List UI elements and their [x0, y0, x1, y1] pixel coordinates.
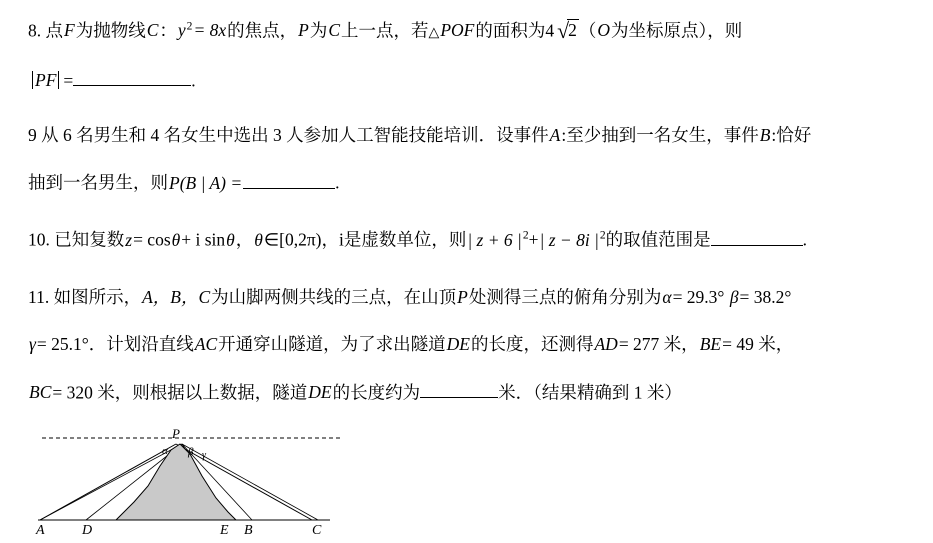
q11-alpha-value: = 29.3°: [672, 287, 725, 307]
q8-sqrt: √2: [557, 19, 577, 43]
question-10-number: 10.: [28, 229, 50, 250]
q10-cos: = cos: [133, 229, 171, 250]
q11-BC-value: = 320 米，则根据以上数据，隧道: [52, 382, 308, 403]
q10-expr-b: | z − 8i |: [539, 229, 599, 250]
question-11-figure: [30, 424, 350, 536]
q8-var-F: F: [64, 20, 75, 41]
question-8-line-1: [28, 16, 915, 48]
mountain-diagram: [30, 424, 350, 536]
q8-eq-y: y: [177, 20, 186, 41]
q11-text-8: 米．（结果精确到 1 米）: [498, 382, 682, 403]
label-E: E: [220, 523, 229, 536]
q10-comma-1: ，: [235, 229, 254, 250]
q10-answer-blank[interactable]: [711, 227, 803, 246]
question-9: [28, 123, 915, 196]
q8-eq-exponent: 2: [186, 20, 193, 33]
q8-var-O: O: [597, 20, 610, 41]
q10-period: .: [802, 229, 808, 250]
q11-text-6: 的长度，还测得: [470, 334, 594, 355]
q11-segment-AD: AD: [594, 334, 618, 355]
q9-text-1: 从 6 名男生和 4 名女生中选出 3 人参加人工智能技能培训．设事件: [41, 125, 549, 145]
label-C: C: [312, 523, 322, 536]
q11-text-1: 如图所示，: [53, 287, 142, 307]
q9-event-B: B: [759, 125, 771, 145]
label-B: B: [244, 523, 253, 536]
q11-beta-value: = 38.2°: [739, 287, 792, 307]
q8-var-P: P: [298, 20, 309, 41]
q8-abs-var: PF: [35, 70, 57, 91]
q10-theta-2: θ: [226, 229, 235, 250]
question-11-number: 11.: [28, 287, 50, 307]
q8-text-6: 的面积为: [475, 20, 546, 41]
question-11-line-3: [28, 380, 915, 406]
q11-gamma: γ: [29, 334, 36, 355]
question-9-line-2: [28, 170, 915, 196]
q10-plus: +: [528, 229, 539, 250]
q11-segment-DE-2: DE: [308, 382, 332, 403]
q8-equals: =: [63, 70, 74, 91]
q8-coefficient: 4: [545, 20, 555, 41]
question-8-line-2: [28, 68, 915, 94]
q8-radicand: 2: [568, 20, 577, 41]
q10-expr-a-exponent: 2: [522, 229, 529, 242]
label-P: P: [172, 426, 180, 441]
q8-text-3: 的焦点，: [227, 20, 298, 41]
q10-theta-1: θ: [171, 229, 181, 250]
question-9-number: 9: [28, 125, 37, 145]
q11-BE-value: = 49 米，: [722, 334, 794, 355]
q8-triangle-symbol: △: [428, 25, 440, 41]
q11-text-5: 开通穿山隧道，为了求出隧道: [218, 334, 446, 355]
q11-text-3: 处测得三点的俯角分别为: [468, 287, 662, 307]
q11-answer-blank[interactable]: [420, 380, 498, 399]
q11-points-ABC: A，B，C: [142, 287, 211, 307]
q11-gamma-value: = 25.1°: [36, 334, 89, 355]
q9-period: .: [335, 172, 340, 193]
q8-text-4: 为: [309, 20, 328, 41]
question-9-line-1: [28, 123, 915, 148]
q11-segment-AC: AC: [194, 334, 218, 355]
q10-text-1: 已知复数: [54, 229, 125, 250]
q8-triangle-POF: POF: [440, 20, 475, 41]
q8-abs-PF: [28, 68, 63, 93]
label-alpha: α: [162, 445, 168, 457]
q9-text-2: :至少抽到一名女生，事件: [561, 125, 759, 145]
q11-text-7: 的长度约为: [332, 382, 421, 403]
q10-text-3: 的取值范围是: [605, 229, 711, 250]
q11-AD-value: = 277 米，: [618, 334, 699, 355]
q8-text-2: 为抛物线: [75, 20, 146, 41]
q10-comma-2: ，: [321, 229, 339, 250]
question-8: [28, 16, 915, 94]
q8-var-C: C: [146, 20, 159, 41]
question-10-line-1: [28, 227, 915, 253]
q8-text-7: 为坐标原点），则: [611, 20, 743, 41]
q11-segment-BC: BC: [29, 382, 52, 403]
q9-answer-blank[interactable]: [243, 170, 335, 189]
q9-conditional-probability: P(B | A) =: [169, 172, 243, 193]
label-D: D: [82, 523, 93, 536]
q9-event-A: A: [549, 125, 561, 145]
q11-segment-DE: DE: [446, 334, 470, 355]
q11-beta: β: [729, 287, 739, 307]
q10-imaginary-unit: i: [339, 229, 344, 250]
q9-text-3: :恰好: [771, 125, 812, 145]
q10-theta-3: θ: [254, 229, 263, 250]
question-11: [28, 285, 915, 406]
q9-text-4: 抽到一名男生，则: [28, 172, 168, 193]
q10-expr-a: | z + 6 |: [467, 229, 522, 250]
q11-segment-BE: BE: [699, 334, 722, 355]
q11-point-P: P: [457, 287, 468, 307]
q8-answer-blank[interactable]: [73, 68, 191, 87]
label-A: A: [36, 523, 45, 536]
q10-isin: + i sin: [181, 229, 226, 250]
label-gamma: γ: [202, 450, 206, 461]
q8-text-1: 点: [45, 20, 63, 41]
q10-var-z: z: [125, 229, 133, 250]
q8-eq-rhs: = 8x: [193, 20, 227, 41]
question-10: [28, 227, 915, 253]
q8-period: .: [191, 70, 196, 91]
q10-text-2: 是虚数单位，则: [343, 229, 467, 250]
q11-text-2: 为山脚两侧共线的三点，在山顶: [211, 287, 457, 307]
question-8-number: 8.: [28, 20, 42, 41]
question-11-line-1: [28, 285, 915, 310]
q8-text-5: 上一点，若: [341, 20, 429, 41]
q11-alpha: α: [662, 287, 672, 307]
q8-paren-open: （: [578, 20, 597, 41]
q8-var-C2: C: [328, 20, 341, 41]
label-beta: β: [188, 446, 194, 458]
q11-text-4: ．计划沿直线: [88, 334, 194, 355]
q10-interval: [0,2π): [279, 229, 322, 250]
q10-expr-b-exponent: 2: [599, 229, 606, 242]
question-11-line-2: [28, 332, 915, 357]
q8-colon: ：: [159, 20, 177, 41]
q10-in-symbol: ∈: [263, 229, 280, 250]
